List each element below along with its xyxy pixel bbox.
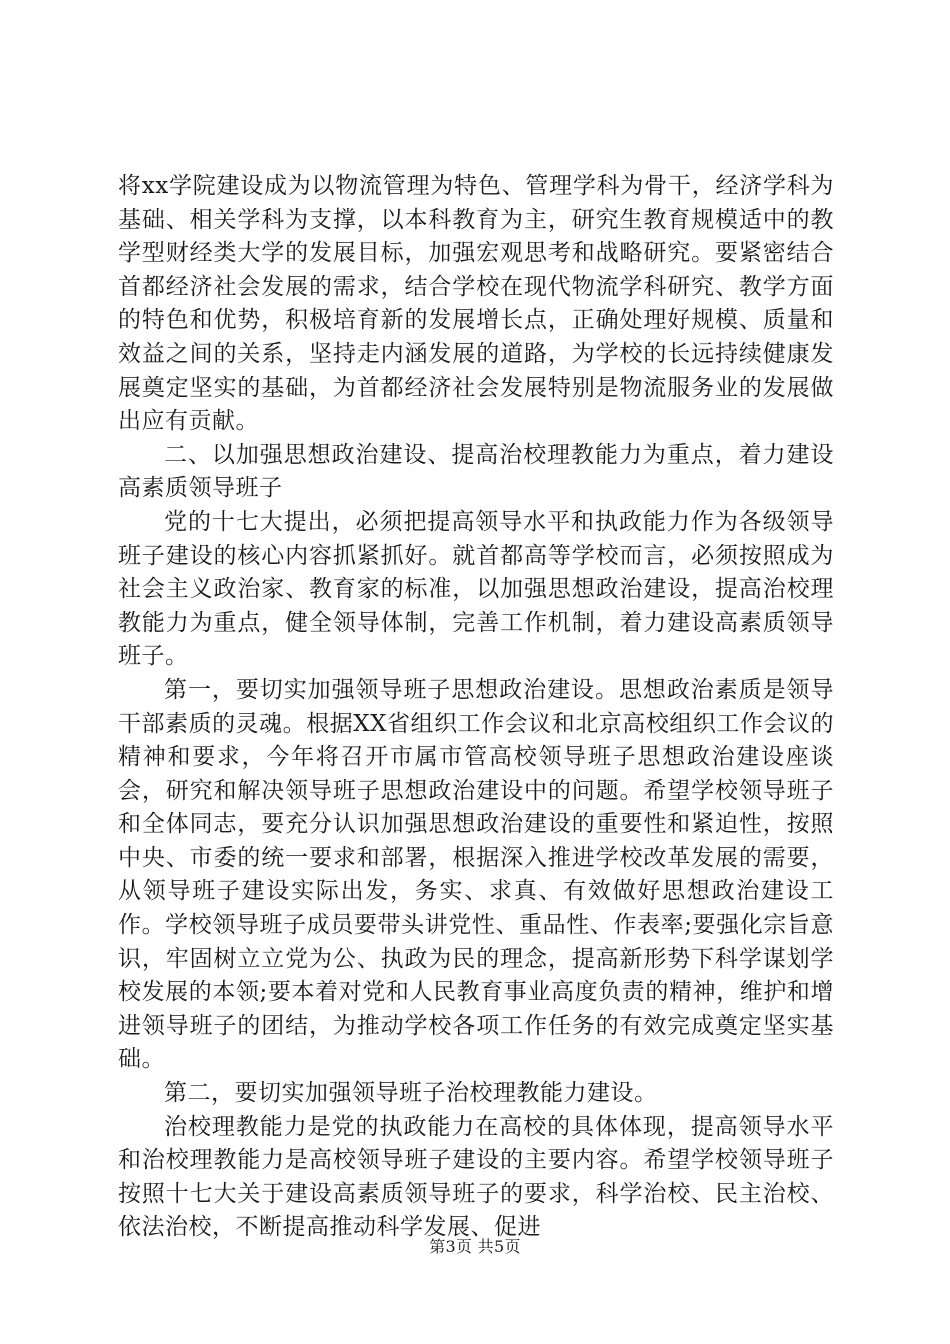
paragraph-6: 治校理教能力是党的执政能力在高校的具体体现，提高领导水平和治校理教能力是高校领导班子建设的主要内容。希望学校领导班子按照十七大关于建设高素质领导班子的要求，科学治校、民主治校、依法治校，不断提高推动科学发展、促进 [118,1113,834,1241]
paragraph-3: 党的十七大提出，必须把提高领导水平和执政能力作为各级领导班子建设的核心内容抓紧抓好。就首都高等学校而言，必须按照成为社会主义政治家、教育家的标准，以加强思想政治建设，提高治校理教能力为重点，健全领导体制，完善工作机制，着力建设高素质领导班子。 [118,508,834,670]
document-body [118,170,834,1245]
paragraph-1: 将xx学院建设成为以物流管理为特色、管理学科为骨干，经济学科为基础、相关学科为支撑，以本科教育为主，研究生教育规模适中的教学型财经类大学的发展目标，加强宏观思考和战略研究。要紧密结合首都经济社会发展的需求，结合学校在现代物流学科研究、教学方面的特色和优势，积极培育新的发展增长点，正确处理好规模、质量和效益之间的关系，坚持走内涵发展的道路，为学校的长远持续健康发展奠定坚实的基础，为首都经济社会发展特别是物流服务业的发展做出应有贡献。 [118,173,834,435]
paragraph-5: 第二，要切实加强领导班子治校理教能力建设。 [164,1080,658,1107]
paragraph-4: 第一，要切实加强领导班子思想政治建设。思想政治素质是领导干部素质的灵魂。根据XX省组织工作会议和北京高校组织工作会议的精神和要求，今年将召开市属市管高校领导班子思想政治建设座谈会，研究和解决领导班子思想政治建设中的问题。希望学校领导班子和全体同志，要充分认识加强思想政治建设的重要性和紧迫性，按照中央、市委的统一要求和部署，根据深入推进学校改革发展的需要，从领导班子建设实际出发，务实、求真、有效做好思想政治建设工作。学校领导班子成员要带头讲党性、重品性、作表率;要强化宗旨意识，牢固树立立党为公、执政为民的理念，提高新形势下科学谋划学校发展的本领;要本着对党和人民教育事业高度负责的精神，维护和增进领导班子的团结，为推动学校各项工作任务的有效完成奠定坚实基础。 [118,676,834,1073]
section-heading-2: 二、以加强思想政治建设、提高治校理教能力为重点，着力建设高素质领导班子 [118,441,834,502]
page-number-footer: 第3页 共5页 [429,1237,521,1256]
